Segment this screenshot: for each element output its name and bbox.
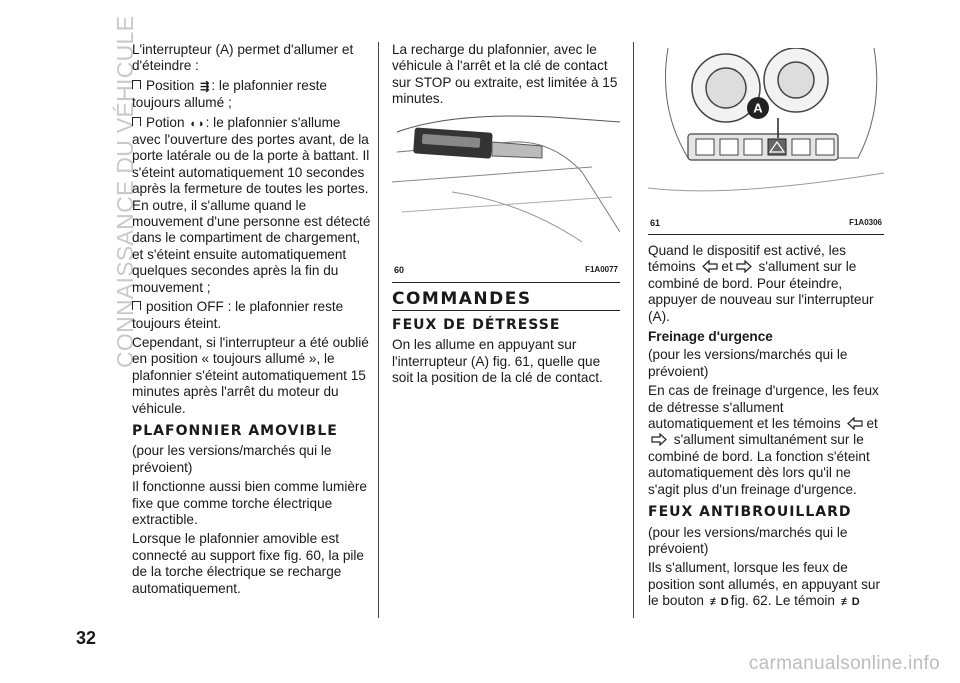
paragraph-versions: (pour les versions/marchés qui le prévoient)	[648, 347, 848, 379]
bullet-position-door: Potion ◐◑ : le plafonnier s'allume avec l'ouverture des portes avant, de la porte latérale ou de la porte à battant. Il s'éteint automatiquement 10 secondes après la fermeture de toutes les portes. En outre, il s'allume quand le mouvement d'une personne est détecté dans le compartiment de chargement, et s'éteint ensuite automatiquement quelques secondes après la fin du mouvement ;	[132, 114, 371, 295]
front-fog-light-icon: ≢D	[840, 596, 860, 609]
paragraph-support: Lorsque le plafonnier amovible est connecté au support fixe fig. 60, la pile de la torche électrique se recharge automatiquement.	[132, 531, 364, 596]
paragraph-emergency-brake: En cas de freinage d'urgence, les feux de détresse s'allument automatiquement et les témoins et s'allument simultanément sur le combiné de bord. La fonction s'éteint automatiquement dès lors qu'il ne s'agit plus d'un freinage d'urgence.	[648, 383, 879, 497]
heading-feux-antibrouillard: FEUX ANTIBROUILLARD	[648, 504, 852, 521]
turn-left-indicator-icon	[847, 417, 863, 430]
removable-light-illustration	[392, 112, 620, 262]
figure-number: 60	[394, 265, 405, 276]
figure-code: F1A0077	[585, 265, 618, 275]
figure-code: F1A0306	[849, 217, 882, 227]
front-fog-light-icon: ≢D	[709, 596, 729, 609]
watermark: carmanualsonline.info	[748, 653, 940, 674]
callout-label-a: A	[753, 100, 763, 116]
paragraph-activated: Quand le dispositif est activé, les témoins et s'allument sur le combiné de bord. Pour éteindre, appuyer de nouveau sur l'interrupteur (A).	[648, 243, 874, 324]
column-1	[132, 42, 372, 600]
paragraph-versions: (pour les versions/marchés qui le prévoient)	[132, 443, 332, 475]
heading-freinage-urgence: Freinage d'urgence	[648, 329, 773, 345]
paragraph-versions-2: (pour les versions/marchés qui le prévoient)	[648, 524, 848, 556]
paragraph-hazard: On les allume en appuyant sur l'interrupteur (A) fig. 61, quelle que soit la position de la clé de contact.	[392, 337, 603, 386]
interior-light-on-icon: ⇶	[200, 80, 210, 93]
turn-left-indicator-icon	[702, 260, 718, 273]
turn-right-indicator-icon	[736, 260, 752, 273]
column-3	[648, 42, 884, 614]
page-number: 32	[76, 628, 97, 648]
paragraph-recharge: La recharge du plafonnier, avec le véhicule à l'arrêt et la clé de contact sur STOP ou extraite, est limitée à 15 minutes.	[392, 42, 618, 107]
heading-plafonnier-amovible: PLAFONNIER AMOVIBLE	[132, 422, 338, 439]
paragraph-function: Il fonctionne aussi bien comme lumière fixe que comme torche électrique extractible.	[132, 479, 367, 527]
paragraph-fog-lights: Ils s'allument, lorsque les feux de position sont allumés, en appuyant sur le bouton ≢D fig. 62. Le témoin ≢D	[648, 560, 880, 609]
interior-light-door-icon: ◐◑	[190, 117, 204, 130]
figure-number: 61	[650, 217, 661, 228]
heading-commandes: COMMANDES	[392, 291, 620, 311]
figure-61	[648, 48, 884, 235]
heading-feux-detresse: FEUX DE DÉTRESSE	[392, 317, 561, 334]
figure-60	[392, 112, 620, 283]
dashboard-hazard-switch-illustration	[648, 48, 884, 214]
bullet-position-on: Position ⇶ : le plafonnier reste toujours allumé ;	[132, 77, 327, 111]
bullet-icon	[132, 117, 141, 126]
bullet-icon	[132, 80, 141, 89]
bullet-position-off: position OFF : le plafonnier reste toujours éteint.	[132, 299, 344, 331]
paragraph-auto-off: Cependant, si l'interrupteur a été oublié en position « toujours allumé », le plafonnier s'éteint automatiquement 15 minutes après l'arrêt du moteur du véhicule.	[132, 334, 369, 416]
turn-right-indicator-icon	[651, 433, 667, 446]
bullet-icon	[132, 301, 141, 310]
column-divider-1	[378, 42, 379, 618]
section-side-title	[84, 15, 138, 368]
column-divider-2	[633, 42, 634, 618]
side-title-text: CONNAISSANCE DU VÉHICULE	[112, 15, 138, 368]
intro-paragraph: L'interrupteur (A) permet d'allumer et d'éteindre :	[132, 42, 354, 74]
column-2	[392, 42, 620, 390]
